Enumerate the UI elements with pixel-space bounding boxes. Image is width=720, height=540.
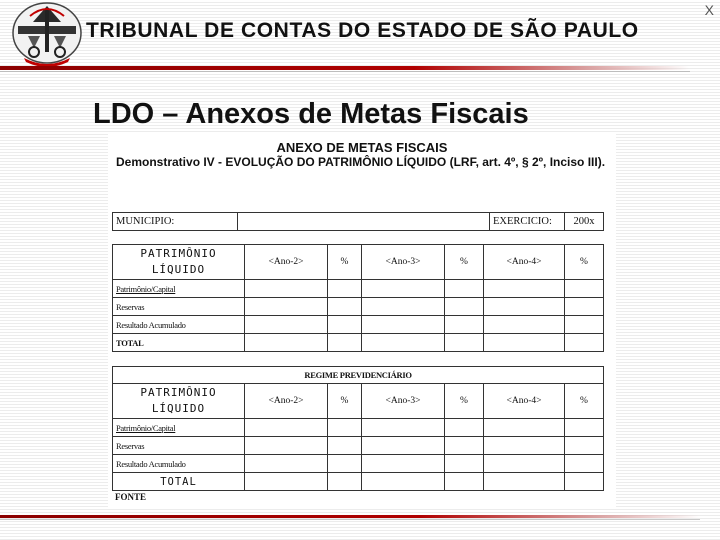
row-label-total: TOTAL <box>113 473 245 491</box>
table-row <box>113 334 604 352</box>
column-header: % <box>328 384 362 419</box>
column-header: % <box>565 384 604 419</box>
column-header: <Ano-3> <box>362 384 445 419</box>
corner-mark: X <box>704 2 714 18</box>
slide-title: LDO – Anexos de Metas Fiscais <box>93 98 529 130</box>
table-row <box>113 298 604 316</box>
section-title: REGIME PREVIDENCIÁRIO <box>113 367 604 384</box>
table-row <box>113 280 604 298</box>
column-header-patrimonio <box>113 245 245 280</box>
header-label-line2: LÍQUIDO <box>151 263 206 276</box>
row-label: Resultado Acumulado <box>113 316 245 334</box>
column-header: <Ano-2> <box>245 245 328 280</box>
document-subtitle: Demonstrativo IV - EVOLUÇÃO DO PATRIMÔNIO LÍQUIDO (LRF, art. 4º, § 2º, Inciso III). <box>116 155 606 169</box>
document-image <box>108 134 616 508</box>
row-label: Resultado Acumulado <box>113 455 245 473</box>
table-row <box>113 473 604 491</box>
footer-divider-shadow <box>0 519 700 520</box>
source-label: FONTE <box>115 492 147 502</box>
column-header: <Ano-2> <box>245 384 328 419</box>
row-label: Reservas <box>113 298 245 316</box>
header-label-line1: PATRIMÔNIO <box>140 247 217 260</box>
footer-divider <box>0 515 700 518</box>
row-label-total: TOTAL <box>113 334 245 352</box>
row-label: Patrimônio/Capital <box>113 419 245 437</box>
table-row <box>113 455 604 473</box>
column-header: <Ano-4> <box>484 245 565 280</box>
table-row <box>113 316 604 334</box>
table-row <box>113 437 604 455</box>
column-header: % <box>328 245 362 280</box>
column-header: % <box>565 245 604 280</box>
patrimonio-table <box>112 244 604 352</box>
column-header-patrimonio <box>113 384 245 419</box>
table-row <box>113 419 604 437</box>
exercicio-label: EXERCICIO: <box>490 213 565 231</box>
tribunal-logo-icon <box>10 0 84 66</box>
column-header: <Ano-3> <box>362 245 445 280</box>
column-header: % <box>445 384 484 419</box>
row-label: Patrimônio/Capital <box>113 280 245 298</box>
document-title: ANEXO DE METAS FISCAIS <box>276 140 448 155</box>
header-title: TRIBUNAL DE CONTAS DO ESTADO DE SÃO PAULO <box>86 19 639 42</box>
municipio-table <box>112 212 604 231</box>
header-divider-shadow <box>0 71 690 72</box>
header-divider <box>0 66 690 70</box>
header-label-line1: PATRIMÔNIO <box>140 386 217 399</box>
column-header: % <box>445 245 484 280</box>
header-label-line2: LÍQUIDO <box>151 402 206 415</box>
row-label: Reservas <box>113 437 245 455</box>
municipio-label: MUNICIPIO: <box>113 213 238 231</box>
exercicio-value: 200x <box>565 213 604 231</box>
column-header: <Ano-4> <box>484 384 565 419</box>
regime-previdenciario-table <box>112 366 604 491</box>
municipio-value <box>238 213 490 231</box>
